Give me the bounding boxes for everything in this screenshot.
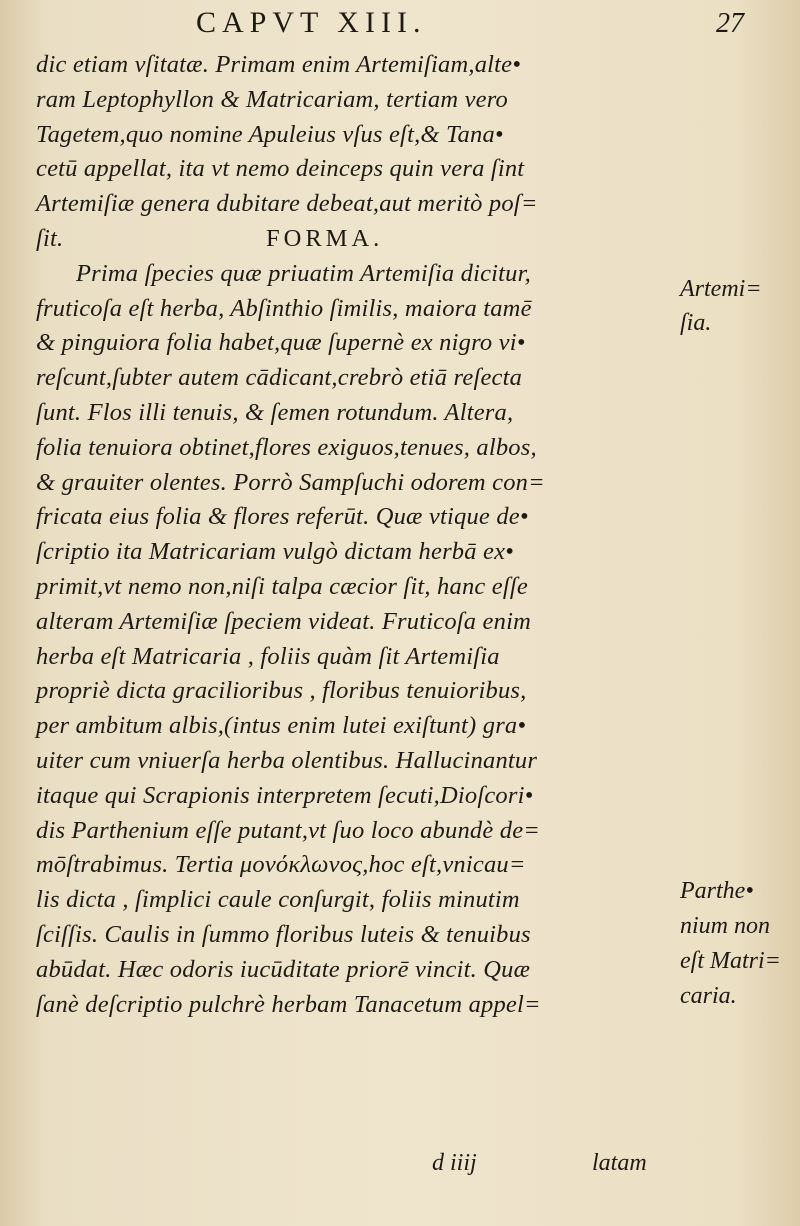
section-heading-line bbox=[36, 222, 676, 257]
text-line: ſanè deſcriptio pulchrè herbam Tanacetum appel= bbox=[36, 990, 541, 1018]
text-line: alteram Artemiſiæ ſpeciem videat. Fruticoſa enim bbox=[36, 607, 531, 635]
text-line: fricata eius folia & flores referūt. Quæ vtique de• bbox=[36, 503, 529, 531]
margin-note-parthenium: eſt Matri= bbox=[680, 948, 781, 974]
text-line: Artemiſiæ genera dubitare debeat,aut meritò poſ= bbox=[36, 190, 538, 218]
main-text-block bbox=[36, 48, 676, 1022]
section-heading: FORMA. bbox=[266, 224, 384, 252]
text-line: mōſtrabimus. Tertia μονόκλωνος,hoc eſt,vnicau= bbox=[36, 851, 526, 879]
signature-mark: d iiij bbox=[432, 1150, 477, 1176]
text-line: per ambitum albis,(intus enim lutei exiſtunt) gra• bbox=[36, 712, 527, 740]
text-line: itaque qui Scrapionis interpretem ſecuti,Dioſcori• bbox=[36, 781, 534, 809]
margin-note-parthenium: Parthe• bbox=[680, 878, 754, 904]
text-line: & grauiter olentes. Porrò Sampſuchi odorem con= bbox=[36, 468, 545, 496]
margin-note-parthenium: caria. bbox=[680, 983, 737, 1009]
running-title: CAPVT XIII. bbox=[196, 6, 427, 39]
text-line: ram Leptophyllon & Matricariam, tertiam vero bbox=[36, 85, 508, 113]
text-line: primit,vt nemo non,niſi talpa cæcior ſit, hanc eſſe bbox=[36, 572, 528, 600]
text-line: dic etiam vſitatæ. Primam enim Artemiſiam,alte• bbox=[36, 51, 522, 78]
text-line: ſcriptio ita Matricariam vulgò dictam herbā ex• bbox=[36, 538, 514, 566]
text-line: dis Parthenium eſſe putant,vt ſuo loco abundè de= bbox=[36, 816, 540, 844]
text-line: Prima ſpecies quæ priuatim Artemiſia dicitur, bbox=[76, 259, 531, 287]
text-line: herba eſt Matricaria , foliis quàm ſit Artemiſia bbox=[36, 642, 500, 670]
text-line: abūdat. Hæc odoris iucūditate priorē vincit. Quæ bbox=[36, 955, 531, 983]
page-header bbox=[0, 6, 800, 46]
catchword: latam bbox=[592, 1150, 647, 1176]
margin-note-parthenium: nium non bbox=[680, 913, 770, 939]
text-line: & pinguiora folia habet,quæ ſupernè ex nigro vi• bbox=[36, 329, 526, 357]
page-footer bbox=[0, 1150, 800, 1184]
margin-note-artemisia: ſia. bbox=[680, 310, 712, 336]
text-line: Tagetem,quo nomine Apuleius vſus eſt,& Tana• bbox=[36, 120, 504, 148]
margin-note-artemisia: Artemi= bbox=[680, 276, 762, 302]
text-line: propriè dicta gracilioribus , floribus tenuioribus, bbox=[36, 677, 527, 705]
text-line: ſciſſis. Caulis in ſummo floribus luteis & tenuibus bbox=[36, 920, 531, 948]
text-line: folia tenuiora obtinet,flores exiguos,tenues, albos, bbox=[36, 433, 537, 461]
text-line: uiter cum vniuerſa herba olentibus. Hallucinantur bbox=[36, 746, 538, 774]
text-line: ſunt. Flos illi tenuis, & ſemen rotundum. Altera, bbox=[36, 398, 514, 426]
text-line: lis dicta , ſimplici caule conſurgit, foliis minutim bbox=[36, 886, 520, 914]
text-line: reſcunt,ſubter autem cādicant,crebrò etiā reſecta bbox=[36, 364, 523, 392]
heading-lead-text: ſit. bbox=[36, 224, 64, 252]
text-line: cetū appellat, ita vt nemo deinceps quin vera ſint bbox=[36, 155, 525, 183]
page-number: 27 bbox=[716, 8, 744, 39]
text-line: fruticoſa eſt herba, Abſinthio ſimilis, maiora tamē bbox=[36, 294, 532, 322]
